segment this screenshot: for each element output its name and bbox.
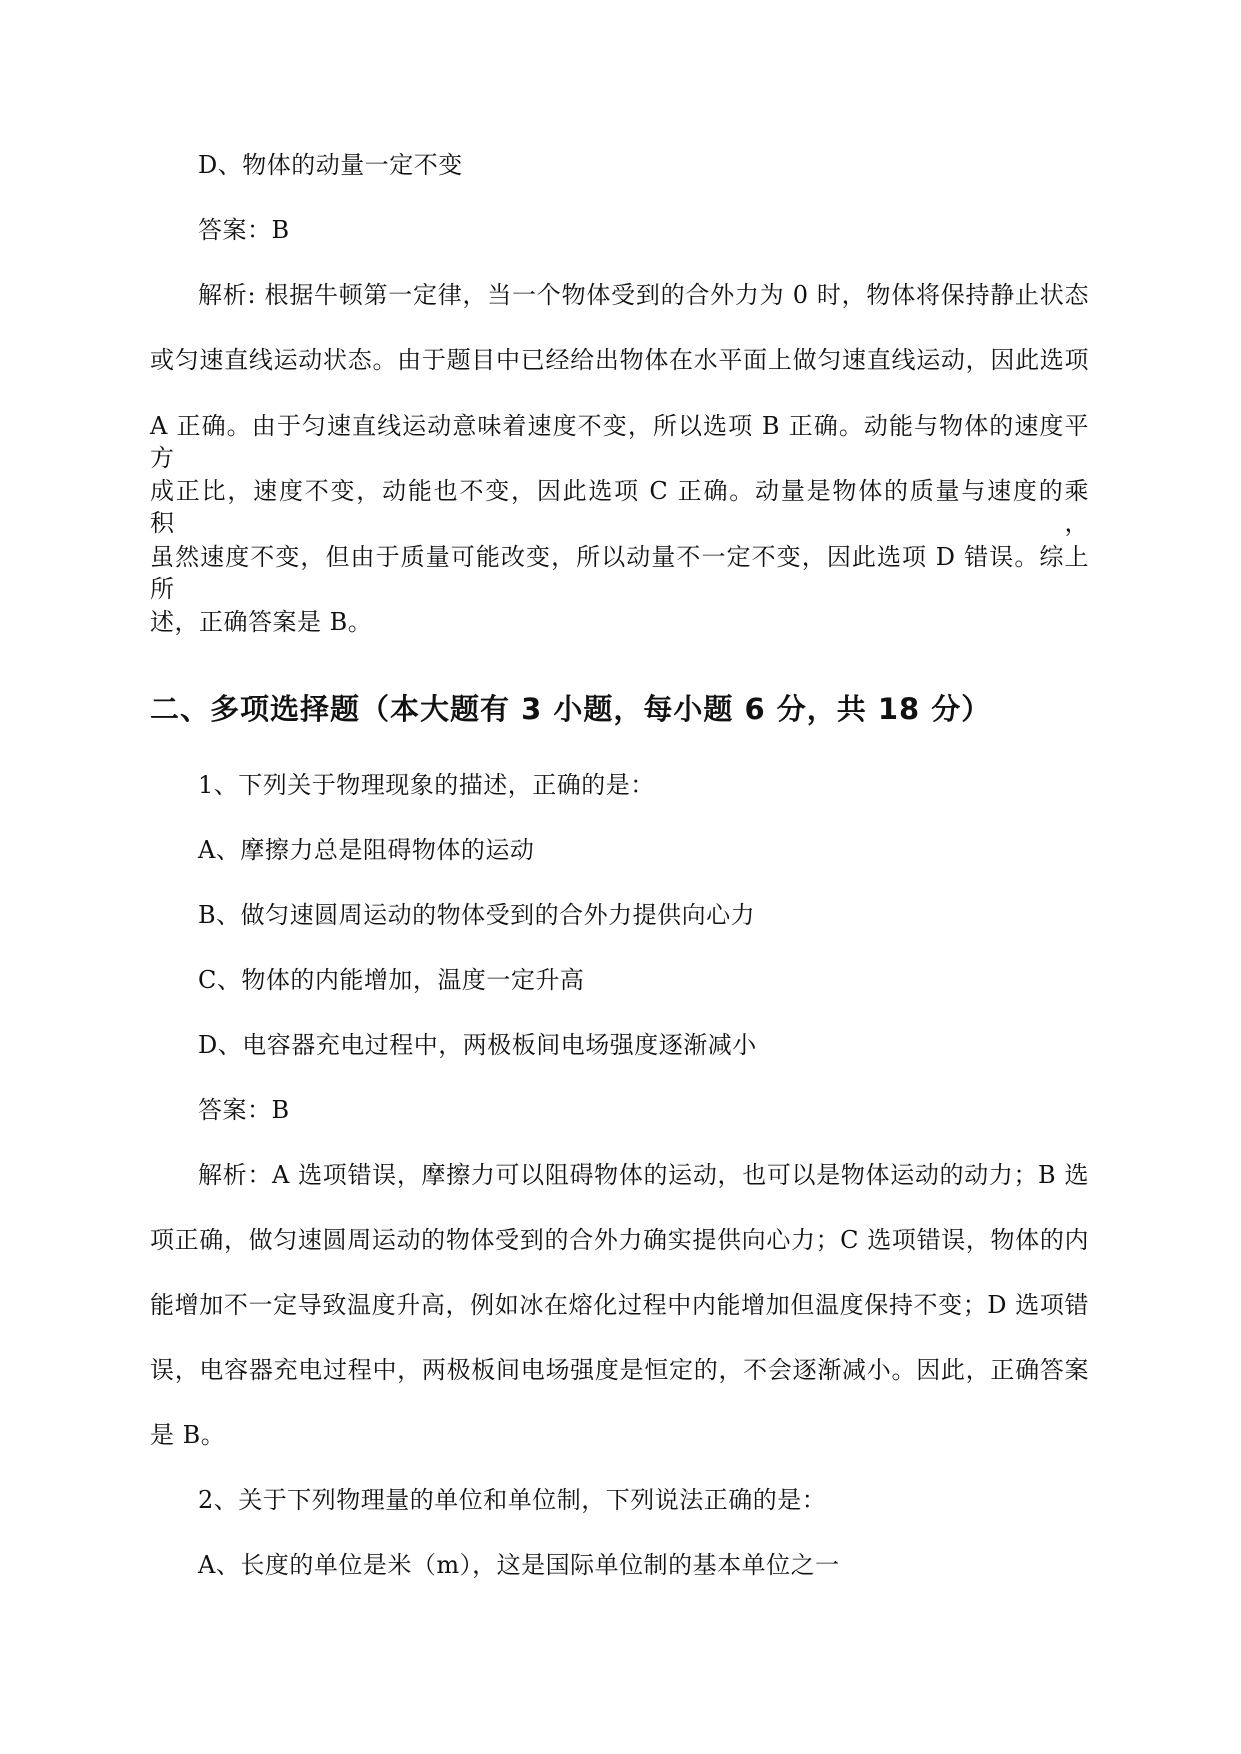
q1-analysis-line-1: 解析：A 选项错误，摩擦力可以阻碍物体的运动，也可以是物体运动的动力；B 选	[198, 1161, 1089, 1189]
q2-stem: 2、关于下列物理量的单位和单位制，下列说法正确的是：	[198, 1486, 827, 1514]
q1-analysis-line-3: 能增加不一定导致温度升高，例如冰在熔化过程中内能增加但温度保持不变；D 选项错	[150, 1291, 1089, 1319]
q2-option-a: A、长度的单位是米（m），这是国际单位制的基本单位之一	[198, 1551, 840, 1579]
q1-option-d: D、电容器充电过程中，两极板间电场强度逐渐减小	[198, 1031, 757, 1059]
q1-option-a: A、摩擦力总是阻碍物体的运动	[198, 836, 535, 864]
prev-option-d: D、物体的动量一定不变	[198, 151, 463, 179]
q1-option-c: C、物体的内能增加，温度一定升高	[198, 966, 585, 994]
q1-analysis-line-5: 是 B。	[150, 1421, 226, 1449]
q1-analysis-line-2: 项正确，做匀速圆周运动的物体受到的合外力确实提供向心力；C 选项错误，物体的内	[150, 1226, 1089, 1254]
prev-answer: 答案：B	[198, 216, 290, 244]
q1-option-b: B、做匀速圆周运动的物体受到的合外力提供向心力	[198, 901, 756, 929]
q1-answer: 答案：B	[198, 1096, 290, 1124]
prev-analysis-line-5: 虽然速度不变，但由于质量可能改变，所以动量不一定不变，因此选项 D 错误。综上所	[150, 543, 1089, 603]
prev-analysis-line-4: 成正比，速度不变，动能也不变，因此选项 C 正确。动量是物体的质量与速度的乘积，	[150, 477, 1089, 537]
q1-analysis-line-4: 误，电容器充电过程中，两极板间电场强度是恒定的，不会逐渐减小。因此，正确答案	[150, 1356, 1089, 1384]
prev-analysis-line-6: 述，正确答案是 B。	[150, 608, 373, 636]
q1-stem: 1、下列关于物理现象的描述，正确的是：	[198, 771, 655, 799]
section-heading: 二、多项选择题（本大题有 3 小题，每小题 6 分，共 18 分）	[150, 692, 992, 726]
prev-analysis-line-2: 或匀速直线运动状态。由于题目中已经给出物体在水平面上做匀速直线运动，因此选项	[150, 346, 1089, 374]
prev-analysis-line-3: A 正确。由于匀速直线运动意味着速度不变，所以选项 B 正确。动能与物体的速度平方	[150, 412, 1089, 472]
prev-analysis-line-1: 解析: 根据牛顿第一定律，当一个物体受到的合外力为 0 时，物体将保持静止状态	[198, 281, 1089, 309]
